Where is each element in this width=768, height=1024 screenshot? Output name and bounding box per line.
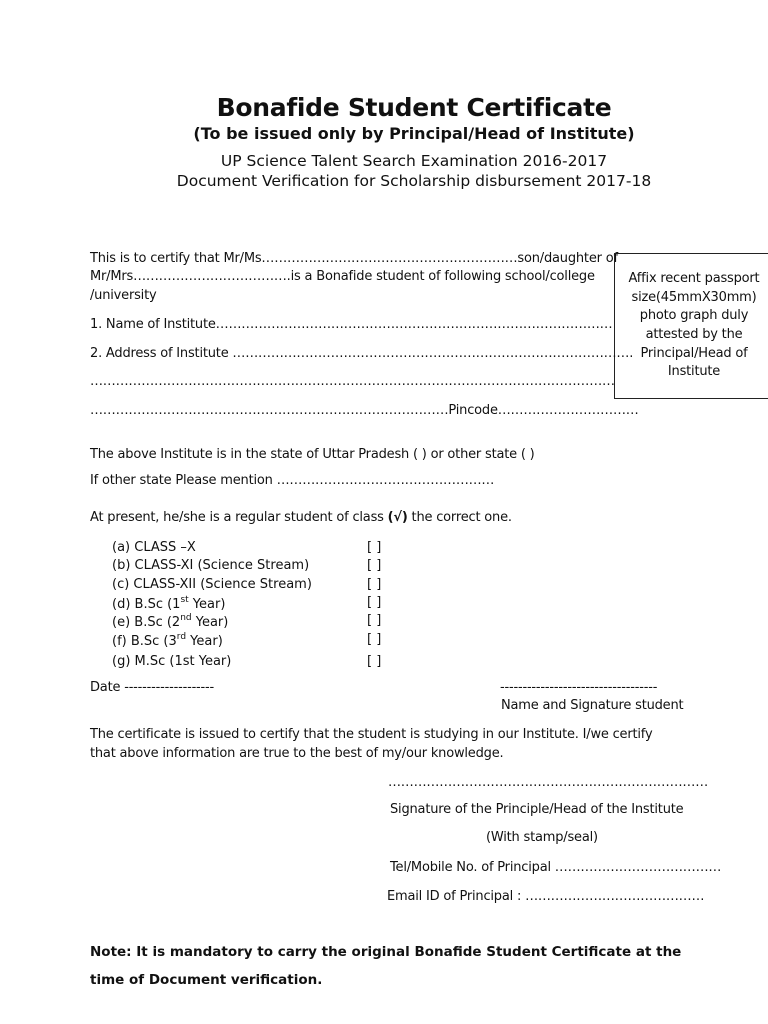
- class-option-label: (e) B.Sc (2: [112, 615, 181, 630]
- class-prompt-after: the correct one.: [407, 510, 512, 525]
- address-line-3-dots: …………………………………………………………………………: [90, 403, 449, 418]
- class-option: [112, 613, 228, 630]
- class-option: [112, 540, 196, 555]
- state-line: The above Institute is in the state of Uttar Pradesh ( ) or other state ( ): [90, 447, 535, 462]
- class-option: [112, 558, 309, 573]
- note-line-1: Note: It is mandatory to carry the original Bonafide Student Certificate at the: [90, 944, 682, 960]
- tick-mark: (√): [387, 510, 408, 525]
- class-checkbox[interactable]: [ ]: [367, 595, 382, 610]
- principal-tel-field: Tel/Mobile No. of Principal …………………………………: [390, 860, 722, 875]
- class-option-label: (b) CLASS-XI (Science Stream): [112, 558, 310, 573]
- class-option: [112, 654, 231, 669]
- institute-address-field: 2. Address of Institute ………………………………………………………………………………….: [90, 346, 634, 361]
- address-line-2: ……………………………………………………………………………………………………………: [90, 374, 615, 389]
- class-option-ordinal: rd: [176, 632, 187, 642]
- class-option: [112, 577, 312, 592]
- other-state-line: If other state Please mention ……………………………………………: [90, 473, 495, 488]
- class-option-ordinal: st: [180, 595, 189, 605]
- class-checkbox[interactable]: [ ]: [367, 540, 382, 555]
- class-option: [112, 632, 223, 649]
- verification-purpose: Document Verification for Scholarship disbursement 2017-18: [176, 172, 652, 190]
- class-checkbox[interactable]: [ ]: [367, 577, 382, 592]
- principal-signature-label: Signature of the Principle/Head of the Institute: [390, 802, 684, 817]
- student-signature-label: Name and Signature student: [501, 698, 684, 713]
- photo-instructions: Affix recent passport size(45mmX30mm) photo graph duly attested by the Principal/Head of Institute: [628, 271, 760, 380]
- exam-name: UP Science Talent Search Examination 2016-2017: [220, 152, 608, 170]
- class-checkbox[interactable]: [ ]: [367, 613, 382, 628]
- class-checkbox[interactable]: [ ]: [367, 632, 382, 647]
- class-option: [112, 595, 225, 612]
- class-option-suffix: Year): [191, 615, 229, 630]
- certificate-subtitle: (To be issued only by Principal/Head of Institute): [193, 124, 635, 143]
- class-prompt: [90, 510, 512, 525]
- pincode-field: Pincode……………………………: [448, 403, 639, 418]
- declaration-line-2: that above information are true to the best of my/our knowledge.: [90, 746, 504, 761]
- class-option-suffix: Year): [186, 634, 223, 649]
- certificate-title: Bonafide Student Certificate: [216, 93, 612, 122]
- student-signature-line: -----------------------------------: [500, 680, 658, 695]
- class-checkbox[interactable]: [ ]: [367, 654, 382, 669]
- principal-signature-line: …………………………………………………………………: [388, 775, 709, 790]
- class-option-label: (g) M.Sc (1st Year): [112, 654, 232, 669]
- institute-name-field: 1. Name of Institute…………………………………………………………………………………: [90, 317, 613, 332]
- date-field: Date --------------------: [90, 680, 215, 695]
- class-checkbox[interactable]: [ ]: [367, 558, 382, 573]
- declaration-line-1: The certificate is issued to certify that the student is studying in our Institute. I/we certify: [90, 727, 653, 742]
- class-prompt-before: At present, he/she is a regular student of class: [90, 510, 388, 525]
- certify-line-2: Mr/Mrs……………………………….is a Bonafide student of following school/college: [90, 269, 595, 284]
- principal-email-field: Email ID of Principal : ……………………………………: [387, 889, 705, 904]
- certify-line-3: /university: [90, 288, 157, 303]
- class-option-label: (c) CLASS-XII (Science Stream): [112, 577, 312, 592]
- address-line-3: [90, 403, 639, 418]
- certify-line-1: This is to certify that Mr/Ms……………………………………………………son/daughter of: [90, 251, 618, 266]
- photo-box: [614, 253, 768, 399]
- stamp-label: (With stamp/seal): [486, 830, 598, 845]
- class-option-ordinal: nd: [180, 613, 192, 623]
- class-option-label: (d) B.Sc (1: [112, 597, 181, 612]
- class-option-suffix: Year): [188, 597, 226, 612]
- note-line-2: time of Document verification.: [90, 972, 323, 988]
- class-option-label: (a) CLASS –X: [112, 540, 196, 555]
- class-option-label: (f) B.Sc (3: [112, 634, 177, 649]
